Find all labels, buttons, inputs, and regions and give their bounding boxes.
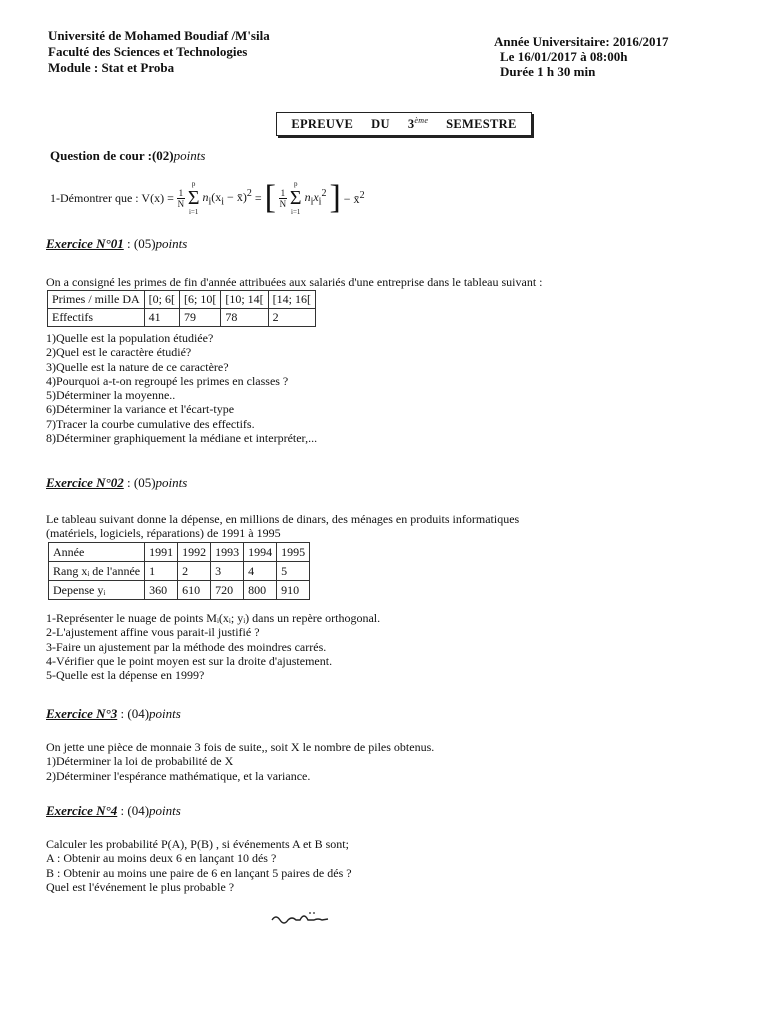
- table-row: Année 1991 1992 1993 1994 1995: [49, 543, 310, 562]
- exercise-1-heading: Exercice N°01 : (05)points: [46, 236, 188, 251]
- list-item: 2-L'ajustement affine vous parait-il justifié ?: [46, 625, 260, 640]
- list-item: 7)Tracer la courbe cumulative des effectifs.: [46, 416, 255, 431]
- list-item: 2)Quel est le caractère étudié?: [46, 345, 192, 360]
- list-item: A : Obtenir au moins deux 6 en lançant 10 dés ?: [46, 851, 277, 866]
- variance-formula: [50, 176, 365, 220]
- exam-duration: Durée 1 h 30 min: [500, 64, 596, 79]
- table-row: Rang xᵢ de l'année 1 2 3 4 5: [49, 562, 310, 581]
- exercise-4-heading: Exercice N°4 : (04)points: [46, 803, 181, 818]
- depense-table: [48, 542, 310, 600]
- list-item: B : Obtenir au moins une paire de 6 en lançant 5 paires de dés ?: [46, 865, 352, 880]
- formula-term1: $n_i(x_i$ − x̄)$^2$: [202, 188, 252, 208]
- title-word-epreuve: EPREUVE: [291, 116, 354, 131]
- list-item: 1-Représenter le nuage de points Mᵢ(xᵢ; yᵢ) dans un repère orthogonal.: [46, 611, 381, 625]
- header-exam-info: [494, 34, 669, 79]
- bracket-left: [: [264, 179, 276, 216]
- list-item: 1)Quelle est la population étudiée?: [46, 331, 214, 345]
- list-item: 3)Quelle est la nature de ce caractère?: [46, 359, 229, 374]
- exercise-3-lines: [46, 740, 434, 783]
- header-institution: [48, 28, 270, 76]
- exercise-4-lines: [46, 837, 352, 894]
- sum-symbol: p Σ i=1: [187, 180, 200, 216]
- university-line: Université de Mohamed Boudiaf /M'sila: [48, 28, 270, 43]
- formula-tail: − x̄$^2$: [343, 189, 365, 206]
- fraction-1-over-n-2: $\frac{1}{N}$: [279, 187, 287, 209]
- list-item: 2)Déterminer l'espérance mathématique, et la variance.: [46, 768, 311, 783]
- list-item: 4)Pourquoi a-t-on regroupé les primes en classes ?: [46, 373, 289, 388]
- list-item: 5)Déterminer la moyenne..: [46, 388, 176, 403]
- exercise-3-heading: Exercice N°3 : (04)points: [46, 706, 181, 721]
- exercise-2-heading: Exercice N°02 : (05)points: [46, 475, 188, 490]
- equals-sign: =: [254, 190, 262, 205]
- primes-table: [47, 290, 316, 327]
- formula-lead: 1-Démontrer que : V(x) =: [50, 190, 174, 205]
- exam-title: [276, 112, 532, 136]
- closing-handwriting: [270, 908, 330, 926]
- module-line: Module : Stat et Proba: [48, 60, 175, 75]
- table-row: Effectifs 41 79 78 2: [48, 309, 316, 327]
- exercise-1-intro: On a consigné les primes de fin d'année attribuées aux salariés d'une entreprise dans le tableau suivant :: [46, 275, 543, 289]
- bracket-right: ]: [329, 179, 341, 216]
- list-item: 3-Faire un ajustement par la méthode des moindres carrés.: [46, 639, 327, 654]
- list-item: 5-Quelle est la dépense en 1999?: [46, 668, 205, 683]
- list-item: 8)Déterminer graphiquement la médiane et interpréter,...: [46, 431, 318, 446]
- list-item: 1)Déterminer la loi de probabilité de X: [46, 754, 234, 769]
- list-item: 6)Déterminer la variance et l'écart-type: [46, 402, 235, 417]
- list-item: 4-Vérifier que le point moyen est sur la droite d'ajustement.: [46, 653, 333, 668]
- title-word-du: DU: [371, 116, 390, 131]
- table-row: Primes / mille DA [0; 6[ [6; 10[ [10; 14[ [14; 16[: [48, 291, 316, 309]
- list-item: On jette une pièce de monnaie 3 fois de suite,, soit X le nombre de piles obtenus.: [46, 740, 435, 754]
- faculty-line: Faculté des Sciences et Technologies: [48, 44, 248, 59]
- table-row: Depense yᵢ 360 610 720 800 910: [49, 581, 310, 600]
- exercise-2-questions: [46, 611, 380, 682]
- title-number: 3ème: [407, 115, 429, 132]
- fraction-1-over-n: $\frac{1}{N}$: [177, 187, 185, 209]
- exam-date: Le 16/01/2017 à 08:00h: [500, 49, 628, 64]
- list-item: Calculer les probabilité P(A), P(B) , si événements A et B sont;: [46, 837, 349, 851]
- academic-year: Année Universitaire: 2016/2017: [494, 34, 669, 49]
- exercise-1-questions: [46, 331, 317, 445]
- formula-term2: $n_ix_i^2$: [304, 188, 327, 208]
- sum-symbol-2: p Σ i=1: [289, 180, 302, 216]
- question-cours-heading: Question de cour :(02)points: [50, 148, 206, 163]
- list-item: Quel est l'événement le plus probable ?: [46, 879, 235, 894]
- exercise-2-intro: Le tableau suivant donne la dépense, en millions de dinars, des ménages en produits informatiques (matériels, logiciels, réparations) de 1991 à 1995: [46, 512, 520, 540]
- title-word-semestre: SEMESTRE: [446, 116, 517, 131]
